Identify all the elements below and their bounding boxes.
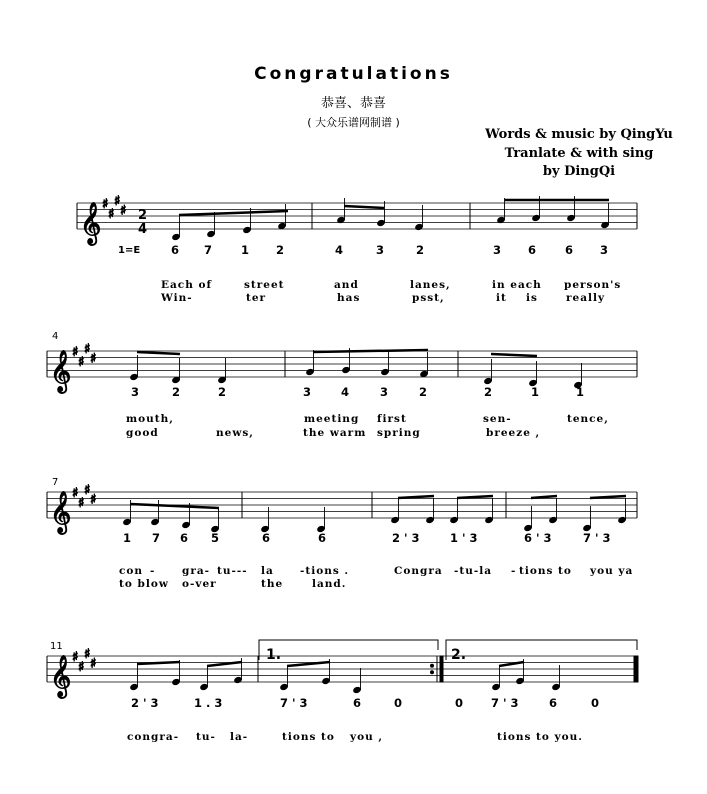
lyric-word: good: [126, 427, 159, 439]
lyric-word: la-: [230, 731, 249, 743]
lyric-word: has: [337, 292, 361, 304]
jianpu-note: 1: [576, 385, 585, 399]
lyric-word: -tu-la: [454, 565, 492, 577]
credit-line-3: by DingQi: [542, 164, 616, 179]
beam: [398, 496, 434, 498]
second-ending-label: 2.: [451, 647, 467, 663]
jianpu-note: 4: [341, 385, 350, 399]
first-ending-bracket: [259, 640, 438, 660]
sharp-icon: ♯: [78, 354, 85, 370]
jianpu-note: 2: [416, 243, 425, 257]
jianpu-note: 5: [211, 531, 220, 545]
lyric-word: is: [526, 292, 538, 304]
lyric-word: con: [119, 565, 144, 577]
lyric-word: o-ver: [182, 578, 217, 590]
treble-clef-icon: 𝄞: [50, 351, 72, 392]
final-barline: [634, 656, 638, 682]
jianpu-note: 6: [318, 531, 327, 545]
lyric-word: ter: [246, 292, 267, 304]
beam: [344, 206, 384, 208]
sharp-icon: ♯: [78, 659, 85, 675]
jianpu-note: 7: [204, 243, 213, 257]
lyric-word: mouth,: [126, 413, 174, 425]
sharp-icon: ♯: [72, 486, 79, 501]
lyric-word: -: [511, 565, 517, 577]
repeat-barline: [440, 656, 443, 682]
jianpu-note: 7 ' 3: [280, 696, 308, 710]
sharp-icon: ♯: [72, 650, 79, 665]
lyric-word: it: [496, 292, 507, 304]
jianpu-note: 1: [241, 243, 250, 257]
jianpu-note: 2 ' 3: [131, 696, 159, 710]
time-sig-top: 2: [138, 208, 148, 223]
beam: [491, 354, 537, 356]
sharp-icon: ♯: [102, 197, 109, 212]
key-signature-label: 1=E: [118, 245, 141, 256]
jianpu-note: 2: [276, 243, 285, 257]
jianpu-note: 1 . 3: [194, 696, 223, 710]
song-subtitle: 恭喜、恭喜: [320, 96, 386, 111]
lyric-word: tions to you.: [497, 731, 583, 743]
jianpu-note: 3: [493, 243, 502, 257]
lyric-word: sen-: [483, 413, 512, 425]
jianpu-note: 6 ' 3: [524, 531, 552, 545]
credit-line-2: Tranlate & with sing: [504, 146, 654, 161]
lyric-word: Congra: [394, 565, 443, 577]
repeat-dot: [431, 671, 434, 674]
lyric-word: in each: [492, 279, 542, 291]
lyric-word: street: [244, 279, 285, 291]
measure-number-7: 7: [52, 477, 59, 488]
jianpu-note: 7: [152, 531, 161, 545]
sharp-icon: ♯: [114, 193, 121, 209]
sharp-icon: ♯: [90, 492, 97, 508]
jianpu-note: 3: [380, 385, 389, 399]
jianpu-note: 0: [591, 696, 600, 710]
lyric-word: tu---: [217, 565, 248, 577]
jianpu-note: 6: [565, 243, 574, 257]
lyric-word: congra-: [127, 731, 180, 743]
jianpu-note: 1: [123, 531, 132, 545]
lyric-word: to blow: [119, 578, 169, 590]
jianpu-note: 3: [303, 385, 312, 399]
lyric-word: Win-: [161, 292, 193, 304]
lyric-word: really: [566, 292, 606, 304]
lyric-word: first: [377, 413, 407, 425]
jianpu-note: 2: [218, 385, 227, 399]
jianpu-note: 6: [180, 531, 189, 545]
lyric-word: gra-: [182, 565, 211, 577]
lyric-word: you ,: [350, 731, 384, 743]
measure-number-4: 4: [52, 331, 59, 342]
lyric-word: la: [261, 565, 274, 577]
sharp-icon: ♯: [84, 341, 91, 357]
second-ending-bracket: [446, 640, 637, 660]
jianpu-note: 4: [335, 243, 344, 257]
sharp-icon: ♯: [84, 482, 91, 498]
jianpu-note: 6: [549, 696, 558, 710]
sharp-icon: ♯: [72, 345, 79, 360]
lyric-word: tu-: [196, 731, 216, 743]
jianpu-note: 6: [528, 243, 537, 257]
beam: [590, 496, 626, 498]
song-title: Congratulations: [254, 64, 453, 84]
sharp-icon: ♯: [90, 351, 97, 367]
jianpu-note: 0: [394, 696, 403, 710]
first-ending-label: 1.: [266, 647, 282, 663]
beam: [531, 496, 557, 498]
lyric-word: land.: [312, 578, 347, 590]
beam: [179, 211, 288, 215]
lyric-word: tions to: [282, 731, 335, 743]
lyric-word: -: [150, 565, 156, 577]
lyric-word: spring: [377, 427, 421, 439]
sharp-icon: ♯: [78, 495, 85, 511]
beam: [137, 352, 180, 354]
time-sig-bottom: 4: [138, 222, 148, 237]
lyric-word: breeze ,: [486, 427, 541, 439]
lyric-word: the: [261, 578, 284, 590]
jianpu-note: 2 ' 3: [392, 531, 420, 545]
lyric-word: -tions .: [300, 565, 350, 577]
lyric-word: tence,: [567, 413, 609, 425]
treble-clef-icon: 𝄞: [50, 656, 72, 697]
measure-number-11: 11: [50, 641, 63, 652]
beam: [313, 350, 428, 352]
treble-clef-icon: 𝄞: [50, 492, 72, 533]
jianpu-note: 2: [172, 385, 181, 399]
jianpu-note: 2: [419, 385, 428, 399]
jianpu-note: 3: [131, 385, 140, 399]
lyric-word: news,: [216, 427, 254, 439]
sharp-icon: ♯: [84, 646, 91, 662]
jianpu-note: 1 ' 3: [450, 531, 478, 545]
jianpu-note: 6: [353, 696, 362, 710]
source-note: ( 大众乐谱网制谱 ): [307, 116, 400, 129]
beam: [457, 496, 493, 498]
jianpu-note: 7 ' 3: [583, 531, 611, 545]
sharp-icon: ♯: [90, 656, 97, 672]
lyric-word: tions to: [519, 565, 572, 577]
lyric-word: and: [334, 279, 359, 291]
jianpu-note: 2: [484, 385, 493, 399]
credit-line-1: Words & music by QingYu: [485, 127, 673, 142]
jianpu-note: 6: [262, 531, 271, 545]
lyric-word: Each of: [161, 279, 213, 291]
jianpu-note: 0: [455, 696, 464, 710]
lyric-word: person's: [564, 279, 622, 291]
jianpu-note: 3: [376, 243, 385, 257]
treble-clef-icon: 𝄞: [80, 203, 102, 244]
lyric-word: you ya: [590, 565, 634, 577]
lyric-word: the warm: [303, 427, 367, 439]
jianpu-note: 7 ' 3: [491, 696, 519, 710]
jianpu-note: 6: [171, 243, 180, 257]
lyric-word: meeting: [304, 413, 360, 425]
jianpu-note: 3: [600, 243, 609, 257]
repeat-dot: [431, 664, 434, 667]
sharp-icon: ♯: [120, 203, 127, 219]
lyric-word: lanes,: [410, 279, 451, 291]
jianpu-note: 1: [531, 385, 540, 399]
lyric-word: psst,: [412, 292, 445, 304]
sharp-icon: ♯: [108, 206, 115, 222]
